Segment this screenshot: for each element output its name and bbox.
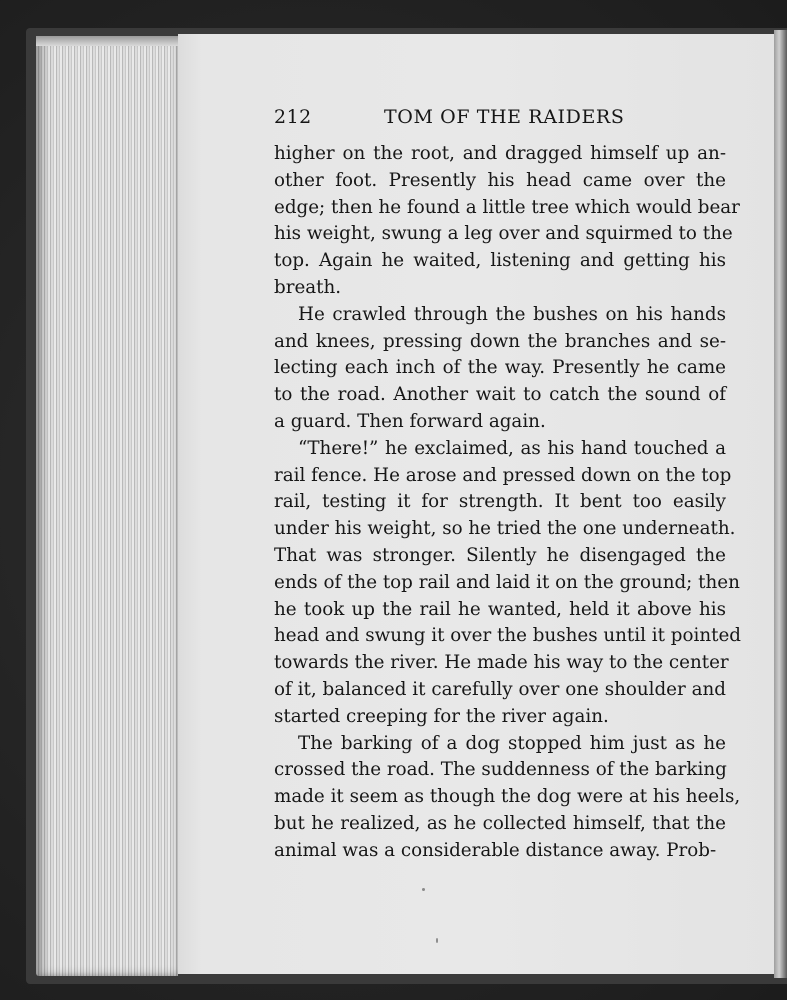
text-line: edge; then he found a little tree which would bear [274,196,740,218]
text-line: towards the river. He made his way to the center [274,652,729,674]
text-line: That was stronger. Silently he disengaged the [274,544,726,566]
text-line: but he realized, as he collected himself, that the [274,812,726,834]
page-stack-top-shadow [36,36,178,46]
text-line: crossed the road. The suddenness of the barking [274,759,727,781]
book-title: TOM OF THE RAIDERS [384,106,625,128]
text-line: and knees, pressing down the branches and se- [274,330,726,352]
text-line: head and swung it over the bushes until it pointed [274,625,741,647]
text-line: a guard. Then forward again. [274,410,546,432]
text-line: ends of the top rail and laid it on the ground; then [274,571,740,593]
running-head [274,106,726,136]
text-line: other foot. Presently his head came over the [274,169,726,191]
text-line: his weight, swung a leg over and squirmed to the [274,223,733,245]
text-line: started creeping for the river again. [274,705,609,727]
facing-page-edge [774,30,787,978]
text-line: under his weight, so he tried the one underneath. [274,518,736,540]
text-line: he took up the rail he wanted, held it above his [274,598,726,620]
paper-speck [422,888,425,891]
body-text [274,141,741,865]
text-line: animal was a considerable distance away. Prob- [274,839,717,861]
page-number: 212 [274,106,312,128]
text-line: top. Again he waited, listening and getting his [274,250,726,272]
text-line: lecting each inch of the way. Presently he came [274,357,726,379]
text-line: rail, testing it for strength. It bent too easily [274,491,726,513]
text-line: to the road. Another wait to catch the sound of [274,384,726,406]
text-line: rail fence. He arose and pressed down on the top [274,464,732,486]
paper-speck [436,938,438,943]
text-line: higher on the root, and dragged himself up an- [274,143,726,164]
text-line: He crawled through the bushes on his hands [298,303,726,325]
text-line: “There!” he exclaimed, as his hand touched a [298,437,726,459]
text-line: The barking of a dog stopped him just as he [298,732,726,754]
text-line: of it, balanced it carefully over one shoulder and [274,678,726,700]
text-line: made it seem as though the dog were at his heels, [274,786,741,808]
page-stack-edges [36,38,178,976]
text-line: breath. [274,276,342,298]
